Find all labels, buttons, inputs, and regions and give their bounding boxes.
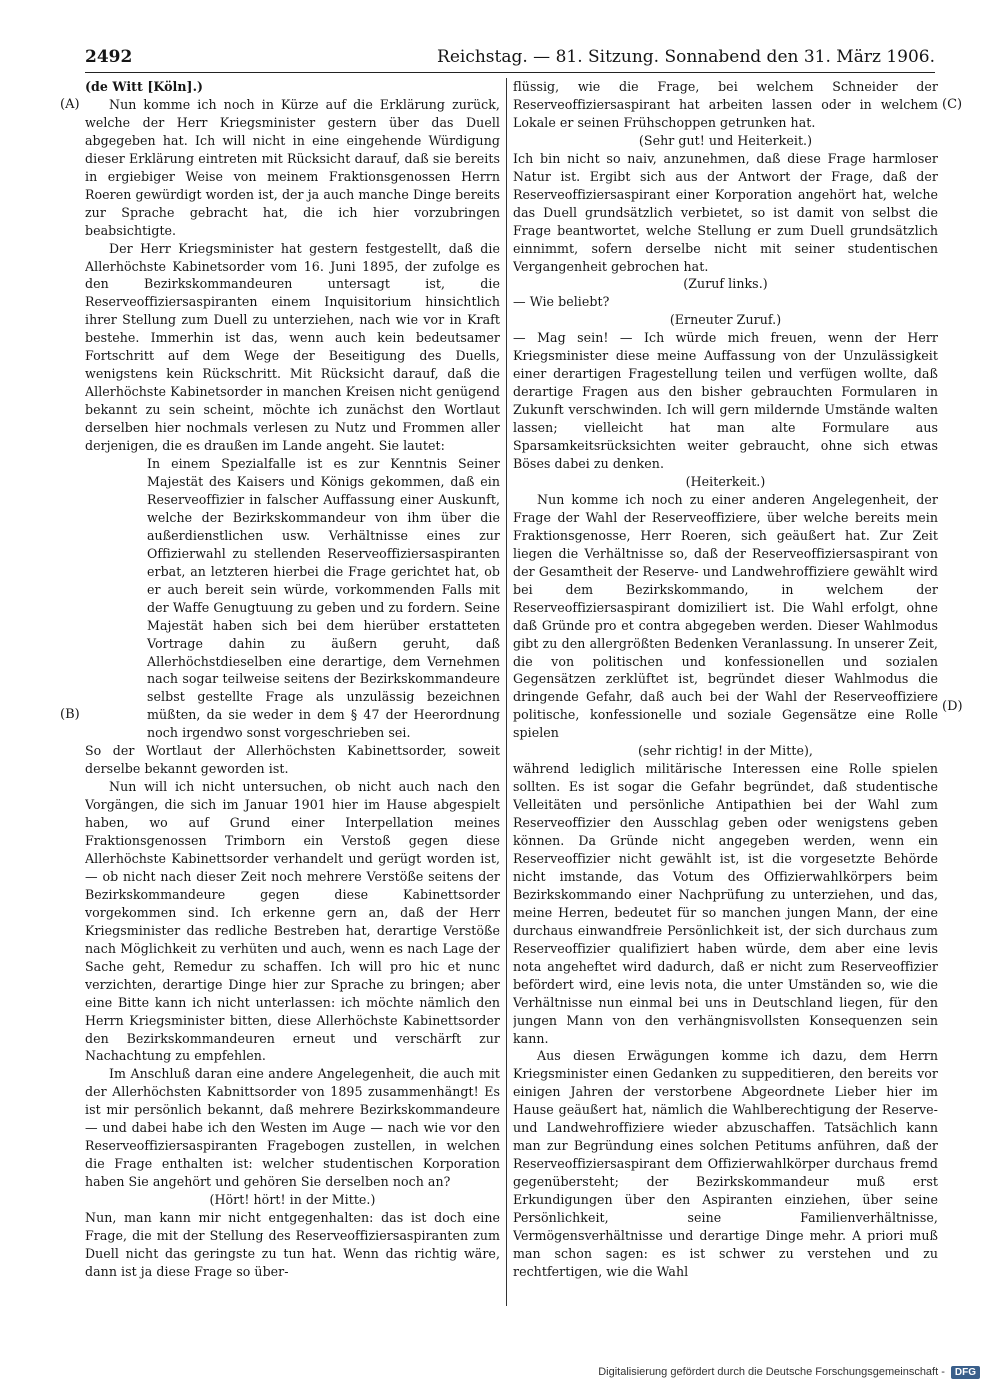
interjection: (Heiterkeit.) bbox=[685, 473, 766, 489]
paragraph: Ich bin nicht so naiv, anzunehmen, daß diese Frage harmloser Natur ist. Ergibt sich aus der Antwort der Frage, daß der Reserveoffiziersaspirant einer Korporation angehört hat, welche das Duell grundsätzlich verbietet, so ist damit von selbst die Frage beantwortet, welche Stellung er zum Duell grundsätzlich einnimmt, sofern derselbe nicht mit seiner studentischen Vergangenheit gebrochen hat. bbox=[513, 150, 938, 274]
interjection: (Erneuter Zuruf.) bbox=[669, 312, 782, 328]
paragraph: Nun, man kann mir nicht entgegenhalten: das ist doch eine Frage, die mit der Stellung des Reserveoffiziersaspiranten zum Duell nicht das geringste zu tun hat. Wenn das richtig wäre, dann ist ja diese Frage so über- bbox=[85, 1210, 500, 1279]
paragraph: Nun will ich nicht untersuchen, ob nicht auch nach den Vorgängen, die sich im Januar 1901 hier im Hause abgespielt haben, wo auf Grund einer Interpellation meines Fraktionsgenossen Trimborn ein Verstoß gegen diese Allerhöchste Kabinettsorder verhandelt und gerügt worden ist, — ob nicht nach dieser Zeit noch mehrere Verstöße seitens der Bezirkskommandeure gegen diese Kabinettsorder vorgekommen sind. Ich erkenne gern an, daß der Herr Kriegsminister das redliche Bestreben hat, derartige Verstöße nach Möglichkeit zu verhüten und auch, wenn es nach Lage der Sache geht, Remedur zu schaffen. Ich will pro hic et nunc verzichten, derartige Dinge hier zur Sprache zu bringen; aber eine Bitte kann ich nicht unterlassen: ich möchte nämlich den Herrn Kriegsminister bitten, diese Allerhöchste Kabinettsorder den Bezirkskommandeuren erneut und verschärft zur Nachachtung zu empfehlen. bbox=[85, 779, 500, 1064]
margin-mark-a: (A) bbox=[60, 97, 80, 112]
footer-credit bbox=[598, 1364, 980, 1380]
margin-mark-b: (B) bbox=[60, 707, 80, 722]
paragraph: während lediglich militärische Interessen eine Rolle spielen sollten. Es ist sogar die Gefahr begründet, daß studentische Velleitäten und persönliche Antipathien bei der Wahl zum Reserveoffizier den Ausschlag geben oder wenigstens geben können. Da Gründe nicht angegeben werden, wenn ein Reserveoffizier nicht gewählt ist, ist die vorgesetzte Behörde nicht imstande, das Votum des Offizierwahlkörpers beim Bezirkskommando einer Nachprüfung zu unterziehen, und das, meine Herren, bedeutet für so manchen jungen Mann, der eine durchaus einwandfreie Persönlichkeit ist, der sich durchaus zum Reserveoffizier qualifiziert haben würde, dem aber eine levis nota angeheftet wird dadurch, daß er nicht zum Reserveoffizier befördert wird, eine levis nota, die unter Umständen so, wie die Verhältnisse nun einmal bei uns in Deutschland liegen, für den jungen Mann von den verhängnisvollsten Konsequenzen sein kann. bbox=[513, 761, 938, 1046]
interjection: (sehr richtig! in der Mitte), bbox=[638, 743, 813, 759]
page-header bbox=[85, 44, 935, 70]
paragraph: — Wie beliebt? bbox=[513, 294, 610, 310]
paragraph: — Mag sein! — Ich würde mich freuen, wenn der Herr Kriegsminister diese meine Auffassung von der Unzulässigkeit einer derartigen Fragestellung teilen und verfügen wollte, daß derartige Fragen aus den bisher gebrauchten Formularen in Zukunft verschwinden. Ich will gern mildernde Umstände walten lassen; vielleicht hat man alte Formulare aus Sparsamkeitsrücksichten weiter gebraucht, ohne sich etwas Böses dabei zu denken. bbox=[513, 330, 938, 472]
dfg-logo: DFG bbox=[951, 1366, 980, 1379]
speaker-label: (de Witt [Köln].) bbox=[85, 79, 204, 94]
page-number: 2492 bbox=[85, 47, 133, 67]
paragraph: Aus diesen Erwägungen komme ich dazu, dem Herrn Kriegsminister einen Gedanken zu suppeditieren, den bereits vor einigen Jahren der verstorbene Abgeordnete Lieber hier im Hause geäußert hat, nämlich die Wahlberechtigung der Reserve- und Landwehroffiziere wieder abzuschaffen. Tatsächlich kann man zur Begründung eines solchen Petitums anführen, daß der Reserveoffiziersaspirant dem Offizierwahlkörper durchaus fremd gegenübersteht; der Bezirkskommandeur muß erst Erkundigungen über den Aspiranten einziehen, über seine Persönlichkeit, seine Familienverhältnisse, Vermögensverhältnisse und derartige Dinge mehr. A priori muß man schon sagen: es ist schwer zu verstehen und zu rechtfertigen, wie die Wahl bbox=[513, 1048, 938, 1279]
header-rule bbox=[85, 72, 935, 73]
footer-text: Digitalisierung gefördert durch die Deutsche Forschungsgemeinschaft - bbox=[598, 1366, 945, 1378]
paragraph: Der Herr Kriegsminister hat gestern festgestellt, daß die Allerhöchste Kabinetsorder vom 16. Juni 1895, der zufolge es den Bezirkskommandeuren untersagt ist, die Reserveoffiziersaspiranten einem Inquisitorium hinsichtlich ihrer Stellung zum Duell zu unterziehen, nach wie vor in Kraft bestehe. Immerhin ist das, wenn auch kein bedeutsamer Fortschritt auf dem Wege der Beseitigung des Duells, wenigstens kein Rückschritt. Mit Rücksicht darauf, daß die Allerhöchste Kabinetsorder in manchen Kreisen nicht genügend bekannt zu sein scheint, möchte ich zunächst den Wortlaut derselben hier nochmals verlesen zu Nutz und Frommen aller derjenigen, die es draußen im Lande angeht. Sie lautet: bbox=[85, 240, 500, 454]
interjection: (Zuruf links.) bbox=[683, 276, 768, 292]
paragraph: So der Wortlaut der Allerhöchsten Kabinettsorder, soweit derselbe bekannt geworden ist. bbox=[85, 743, 500, 777]
quotation: In einem Spezialfalle ist es zur Kenntnis Seiner Majestät des Kaisers und Königs gekommen, daß ein Reserveoffizier in falscher Auffassung einer Auskunft, welche der Bezirkskommandeur von ihm über die außerdienstlichen usw. Verhältnisse eines zur Offizierwahl zu stellenden Reserveoffiziersaspiranten erbat, an letzteren hierbei die Frage gerichtet hat, ob er auch bereit sein würde, vorkommenden Falls mit der Waffe Genugtuung zu geben und zu fordern. Seine Majestät haben sich bei dem hierüber erstatteten Vortrage dahin zu äußern geruht, daß Allerhöchstdieselben eine derartige, dem Vernehmen nach sogar teilweise seitens der Bezirkskommandeure selbst gestellte Frage als unzulässig bezeichnen müßten, da sie weder in dem § 47 der Heerordnung noch irgendwo sonst vorgeschrieben sei. bbox=[147, 456, 500, 741]
interjection: (Hört! hört! in der Mitte.) bbox=[209, 1192, 376, 1208]
paragraph: Nun komme ich noch zu einer anderen Angelegenheit, der Frage der Wahl der Reserveoffiziere, über welche bereits mein Fraktionsgenosse, Herr Roeren, sich geäußert hat. Zur Zeit liegen die Verhältnisse so, daß der Reserveoffiziersaspirant von der Gesamtheit der Reserve- und Landwehroffiziere gewählt wird bei dem Bezirkskommando, in welchem der Reserveoffiziersaspirant domiziliert ist. Die Wahl erfolgt, ohne daß Gründe pro et contra abgegeben werden. Dieser Wahlmodus gibt zu den allergrößten Bedenken Veranlassung. In unserer Zeit, die von politischen und konfessionellen und sozialen Gegensätzen zerklüftet ist, begründet dieser Wahlmodus die dringende Gefahr, daß auch bei der Wahl der Reserveoffiziere politische, konfessionelle und soziale Gegensätze eine Rolle spielen bbox=[513, 491, 938, 741]
paragraph: flüssig, wie die Frage, bei welchem Schneider der Reserveoffiziersaspirant hat arbeiten lassen oder in welchem Lokale er seinen Frühschoppen getrunken hat. bbox=[513, 79, 938, 130]
right-column bbox=[513, 78, 938, 1306]
paragraph: Im Anschluß daran eine andere Angelegenheit, die auch mit der Allerhöchsten Kabnittsorder von 1895 zusammenhängt! Es ist mir persönlich bekannt, daß mehrere Bezirkskommandeure — und dabei habe ich den Westen im Auge — nach wie vor den Reserveoffiziersaspiranten Fragebogen zustellen, in welchen die Frage enthalten ist: welcher studentischen Korporation haben Sie angehört und gehören Sie derselben noch an? bbox=[85, 1066, 500, 1190]
column-divider bbox=[506, 78, 507, 1306]
margin-mark-d: (D) bbox=[942, 699, 963, 714]
paragraph: Nun komme ich noch in Kürze auf die Erklärung zurück, welche der Herr Kriegsminister gestern über das Duell abgegeben hat. Ich will nicht in eine eingehende Würdigung dieser Erklärung eintreten mit Rücksicht darauf, daß sie bereits in ergiebiger Weise von meinem Fraktionsgenossen Herrn Roeren gewürdigt worden ist, der ja auch manche Dinge bereits zur Sprache gebracht hat, die ich hier vorzubringen beabsichtigte. bbox=[85, 96, 500, 238]
running-title: Reichstag. — 81. Sitzung. Sonnabend den 31. März 1906. bbox=[437, 47, 935, 67]
margin-mark-c: (C) bbox=[942, 97, 963, 112]
interjection: (Sehr gut! und Heiterkeit.) bbox=[638, 132, 813, 148]
left-column bbox=[85, 78, 500, 1306]
